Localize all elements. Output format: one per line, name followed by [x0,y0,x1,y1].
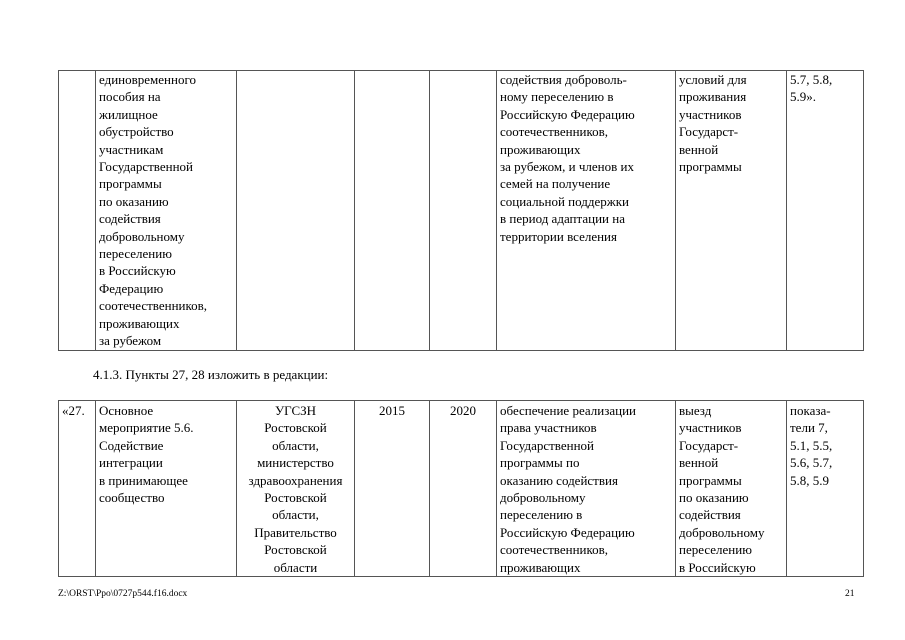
cell-executor [237,71,355,351]
page-number: 21 [845,589,855,599]
cell-end-year: 2020 [430,401,497,577]
cell-event-name: Основное мероприятие 5.6. Содействие интеграции в принимающее сообщество [96,401,237,577]
cell-consequences: условий для проживания участников Государст- венной программы [676,71,787,351]
table-items-27-28 [58,400,864,577]
cell-executor: УГСЗН Ростовской области, министерство здравоохранения Ростовской области, Правительство Ростовской области [237,401,355,577]
table-row [59,71,864,351]
cell-number [59,71,96,351]
cell-event-name: единовременного пособия на жилищное обустройство участникам Государственной программы по оказанию содействия добровольному переселению в Российскую Федерацию соотечественников, проживающих за рубежом [96,71,237,351]
cell-number: «27. [59,401,96,577]
cell-start-year [355,71,430,351]
table-row [59,401,864,577]
amendment-paragraph: 4.1.3. Пункты 27, 28 изложить в редакции: [93,367,329,382]
cell-expected-result: обеспечение реализации права участников Государственной программы по оказанию содействия добровольному переселению в Российскую Федерацию соотечественников, проживающих [497,401,676,577]
table-continuation [58,70,864,351]
cell-consequences: выезд участников Государст- венной программы по оказанию содействия добровольному переселению в Российскую [676,401,787,577]
cell-start-year: 2015 [355,401,430,577]
cell-end-year [430,71,497,351]
cell-indicators: показа- тели 7, 5.1, 5.5, 5.6, 5.7, 5.8, 5.9 [787,401,864,577]
footer-file-path: Z:\ORST\Ppo\0727p544.f16.docx [58,589,188,599]
cell-expected-result: содействия доброволь- ному переселению в Российскую Федерацию соотечественников, проживающих за рубежом, и членов их семей на получение социальной поддержки в период адаптации на территории вселения [497,71,676,351]
cell-indicators: 5.7, 5.8, 5.9». [787,71,864,351]
